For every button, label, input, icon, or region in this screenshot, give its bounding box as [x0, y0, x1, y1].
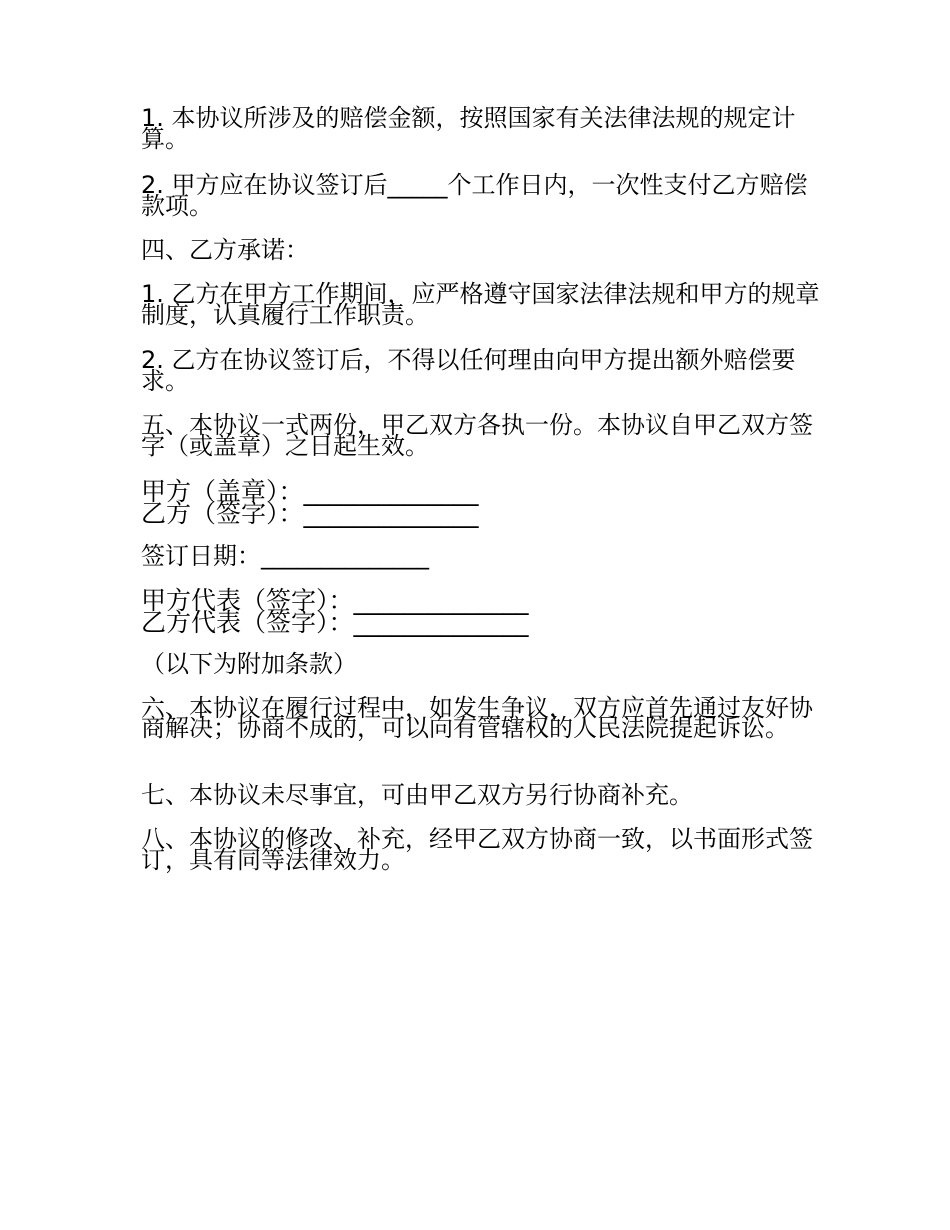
section-heading-party-b-commitments: 四、乙方承诺： — [141, 236, 309, 264]
representative-signature-block — [141, 586, 821, 637]
clause-amendments: 八、本协议的修改、补充，经甲乙双方协商一致，以书面形式签订，具有同等法律效力。 — [141, 825, 813, 874]
party-a-representative-line: 甲方代表（签字）：______________ — [141, 586, 529, 615]
party-b-sign-line: 乙方（签字）：______________ — [141, 499, 479, 528]
clause-no-extra-claims: 2. 乙方在协议签订后，不得以任何理由向甲方提出额外赔偿要求。 — [141, 346, 796, 395]
clause-dispute-resolution: 六、本协议在履行过程中，如发生争议，双方应首先通过友好协商解决；协商不成的，可以向有管辖权的人民法院提起诉讼。 — [141, 694, 813, 742]
clause-supplementary-matters: 七、本协议未尽事宜，可由甲乙双方另行协商补充。 — [141, 781, 693, 809]
party-a-seal-line: 甲方（盖章）：______________ — [141, 477, 479, 506]
clause-party-b-compliance: 1. 乙方在甲方工作期间，应严格遵守国家法律法规和甲方的规章制度，认真履行工作职责。 — [141, 280, 820, 329]
clause-payment-deadline: 2. 甲方应在协议签订后_____个工作日内，一次性支付乙方赔偿款项。 — [141, 171, 808, 220]
sign-date-line: 签订日期：______________ — [141, 542, 429, 570]
clause-compensation-amount: 1. 本协议所涉及的赔偿金额，按照国家有关法律法规的规定计算。 — [141, 104, 796, 153]
appendix-heading: （以下为附加条款） — [141, 650, 357, 678]
party-signature-block — [141, 477, 821, 528]
clause-copies-effective: 五、本协议一式两份，甲乙双方各执一份。本协议自甲乙双方签字（或盖章）之日起生效。 — [141, 411, 813, 460]
party-b-representative-line: 乙方代表（签字）：______________ — [141, 608, 529, 637]
